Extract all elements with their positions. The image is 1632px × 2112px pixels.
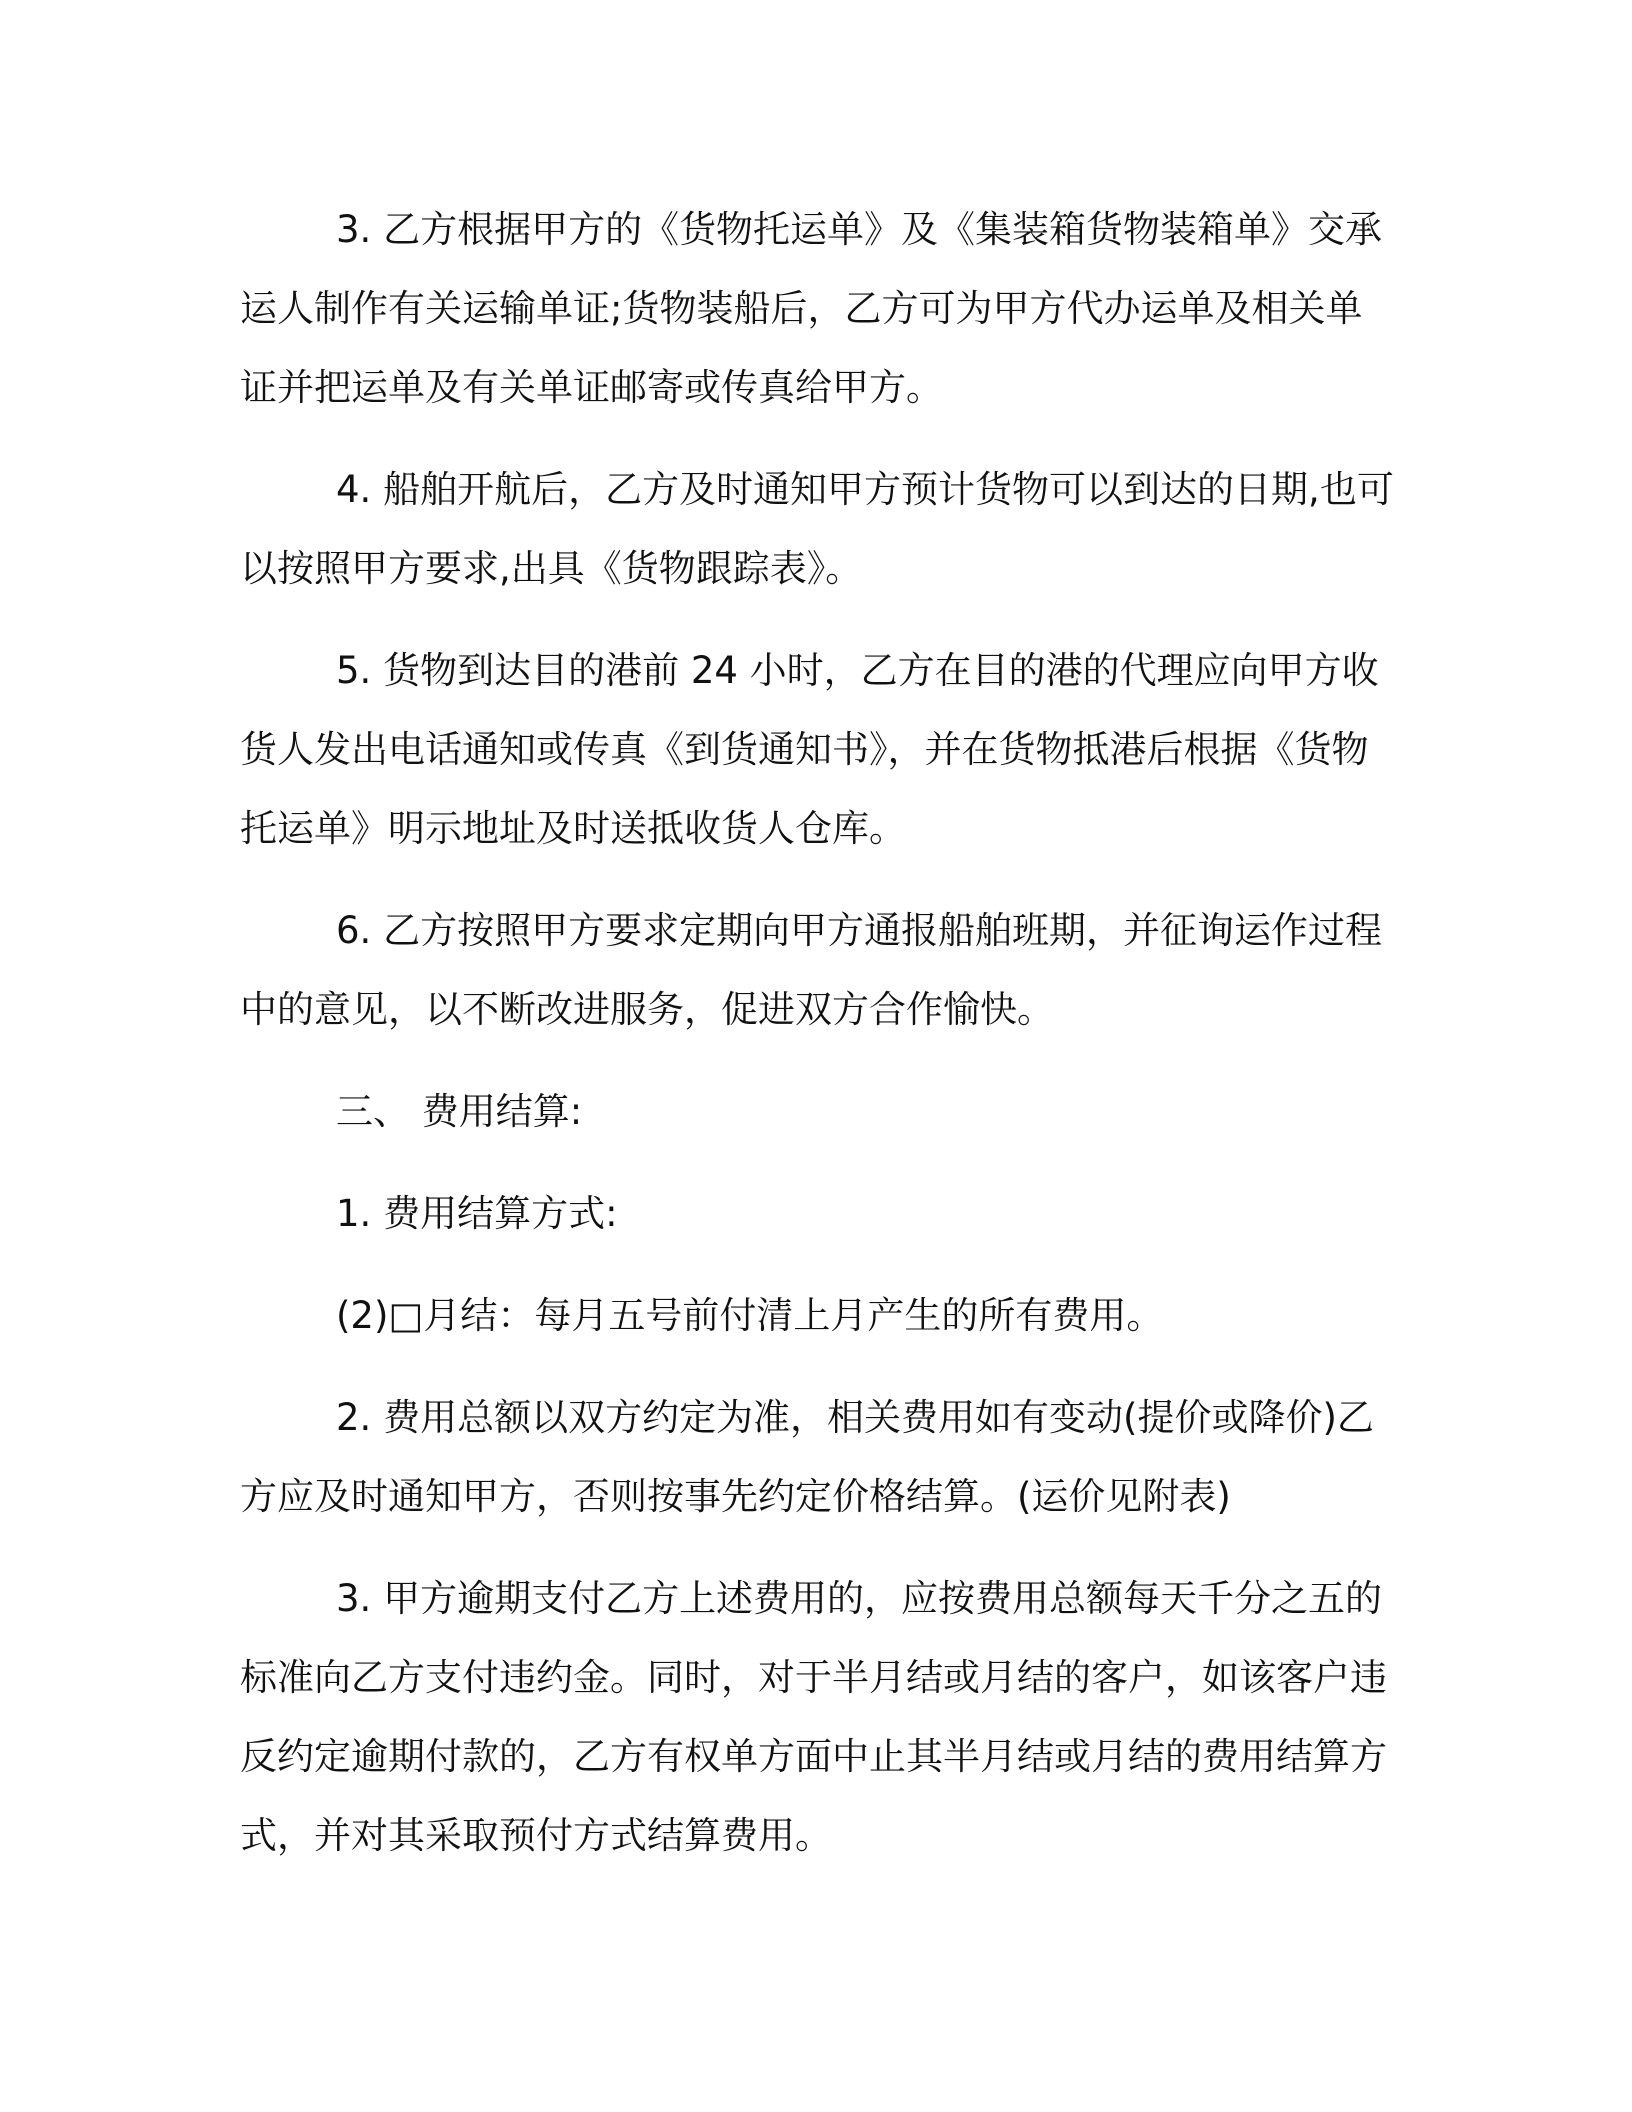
- paragraph-late-payment: 3. 甲方逾期支付乙方上述费用的，应按费用总额每天千分之五的标准向乙方支付违约金。同时，对于半月结或月结的客户，如该客户违反约定逾期付款的，乙方有权单方面中止其半月结或月结的费用结算方式，并对其采取预付方式结算费用。: [240, 1577, 1387, 1857]
- paragraph-clause-6: 6. 乙方按照甲方要求定期向甲方通报船舶班期，并征询运作过程中的意见，以不断改进服务，促进双方合作愉快。: [240, 909, 1383, 1031]
- paragraph-clause-5: 5. 货物到达目的港前 24 小时，乙方在目的港的代理应向甲方收货人发出电话通知或传真《到货通知书》，并在货物抵港后根据《货物托运单》明示地址及时送抵收货人仓库。: [240, 649, 1379, 850]
- document-body: [240, 190, 1396, 1898]
- section-heading-fee-settlement: 三、 费用结算:: [336, 1090, 583, 1133]
- paragraph-clause-3: 3. 乙方根据甲方的《货物托运单》及《集装箱货物装箱单》交承运人制作有关运输单证;货物装船后，乙方可为甲方代办运单及相关单证并把运单及有关单证邮寄或传真给甲方。: [240, 208, 1383, 409]
- paragraph-fee-total: 2. 费用总额以双方约定为准，相关费用如有变动(提价或降价)乙方应及时通知甲方，否则按事先约定价格结算。(运价见附表): [240, 1396, 1374, 1518]
- paragraph-monthly-option: (2)□月结：每月五号前付清上月产生的所有费用。: [336, 1294, 1164, 1337]
- paragraph-fee-method: 1. 费用结算方式:: [336, 1192, 618, 1235]
- paragraph-clause-4: 4. 船舶开航后，乙方及时通知甲方预计货物可以到达的日期,也可以按照甲方要求,出具《货物跟踪表》。: [240, 468, 1394, 590]
